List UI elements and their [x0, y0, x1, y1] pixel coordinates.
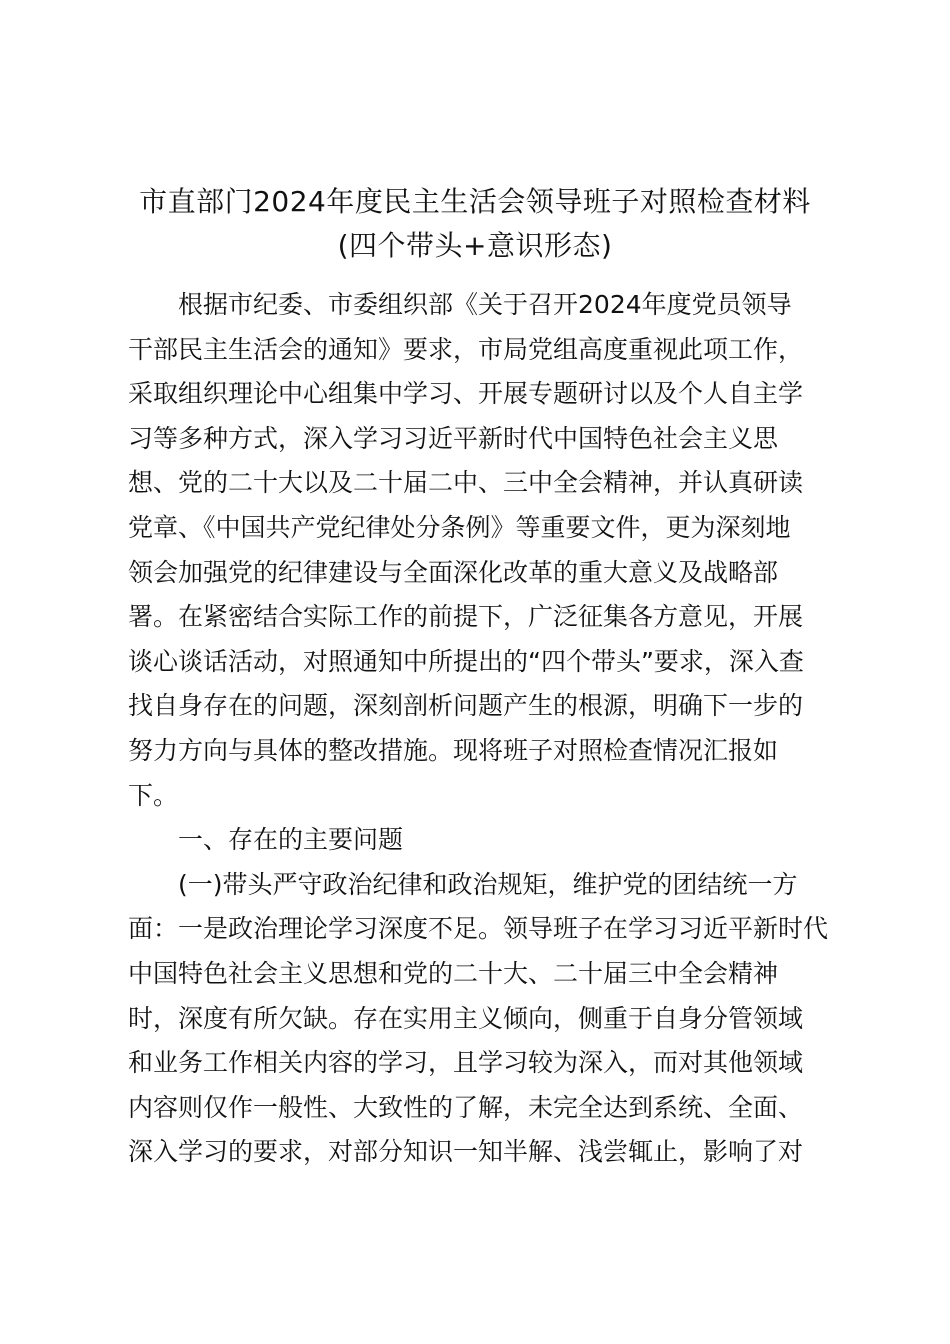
paragraph-section-line: (一)带头严守政治纪律和政治规矩，维护党的团结统一方 [178, 869, 798, 899]
paragraph-section-line: 深入学习的要求，对部分知识一知半解、浅尝辄止，影响了对 [128, 1137, 804, 1167]
paragraph-intro-line: 署。在紧密结合实际工作的前提下，广泛征集各方意见，开展 [128, 602, 804, 632]
document-body [128, 283, 832, 1175]
paragraph-intro-line: 努力方向与具体的整改措施。现将班子对照检查情况汇报如 [128, 735, 779, 765]
paragraph-intro-line: 谈心谈话活动，对照通知中所提出的“四个带头”要求，深入查 [128, 646, 804, 676]
paragraph-intro-line: 习等多种方式，深入学习习近平新时代中国特色社会主义思 [128, 423, 779, 453]
paragraph-section-line: 内容则仅作一般性、大致性的了解，未完全达到系统、全面、 [128, 1092, 804, 1122]
paragraph-intro-line: 领会加强党的纪律建设与全面深化改革的重大意义及战略部 [128, 557, 779, 587]
paragraph-intro-line: 想、党的二十大以及二十届二中、三中全会精神，并认真研读 [128, 468, 804, 498]
paragraph-section-line: 面：一是政治理论学习深度不足。领导班子在学习习近平新时代 [128, 914, 829, 944]
paragraph-section-line: 时，深度有所欠缺。存在实用主义倾向，侧重于自身分管领域 [128, 1003, 804, 1033]
paragraph-intro-line: 下。 [128, 780, 179, 810]
paragraph-section-line: 中国特色社会主义思想和党的二十大、二十届三中全会精神 [128, 958, 779, 988]
section-heading: 一、存在的主要问题 [178, 825, 404, 855]
paragraph-intro-line: 找自身存在的问题，深刻剖析问题产生的根源，明确下一步的 [128, 691, 804, 721]
paragraph-intro-line: 干部民主生活会的通知》要求，市局党组高度重视此项工作， [128, 334, 804, 364]
document-title [0, 180, 950, 268]
paragraph-intro-line: 采取组织理论中心组集中学习、开展专题研讨以及个人自主学 [128, 379, 804, 409]
paragraph-intro-line: 根据市纪委、市委组织部《关于召开2024年度党员领导 [178, 290, 792, 319]
title-line-2: (四个带头+意识形态) [337, 229, 613, 262]
paragraph-section-line: 和业务工作相关内容的学习，且学习较为深入，而对其他领域 [128, 1048, 804, 1078]
paragraph-intro-line: 党章、《中国共产党纪律处分条例》等重要文件，更为深刻地 [128, 512, 791, 542]
title-line-1: 市直部门2024年度民主生活会领导班子对照检查材料 [139, 185, 811, 218]
